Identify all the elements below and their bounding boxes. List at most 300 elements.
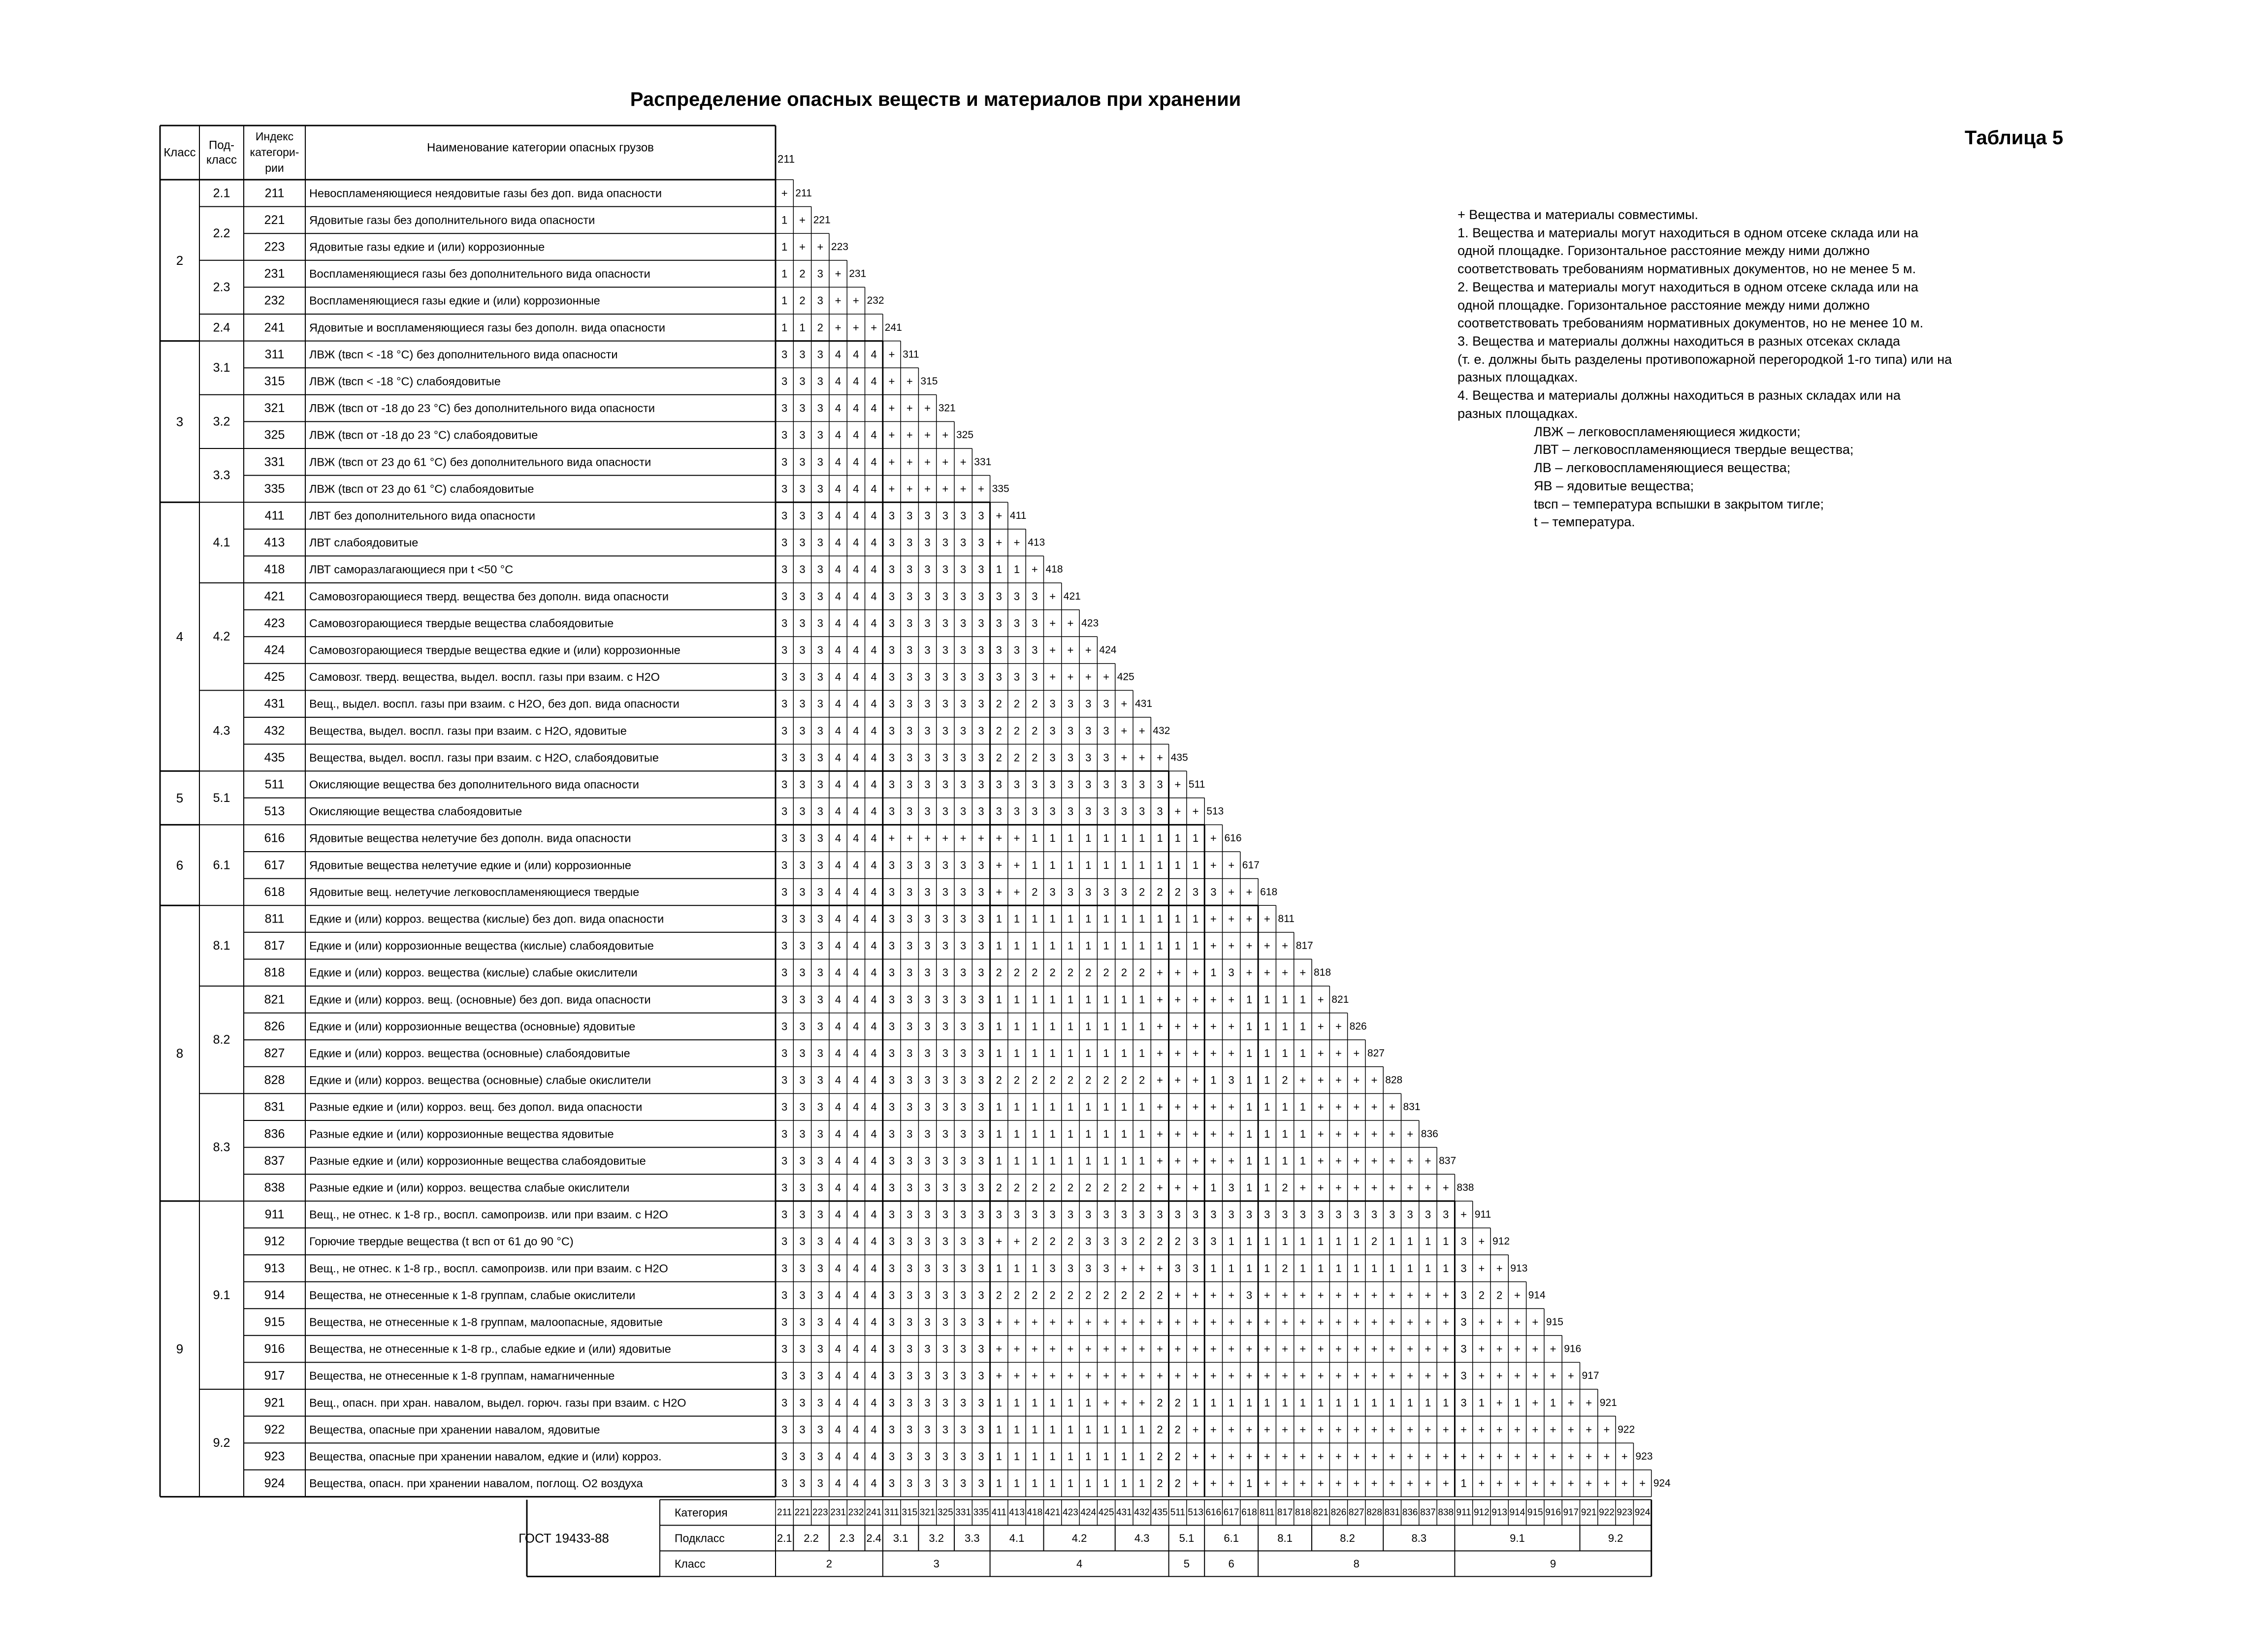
matrix-cell: 3	[924, 966, 931, 979]
matrix-cell: 3	[942, 1101, 948, 1114]
matrix-cell: 3	[978, 778, 984, 791]
matrix-cell: +	[1407, 1423, 1414, 1436]
diagonal-code: 221	[813, 214, 831, 226]
matrix-cell: 1	[1174, 859, 1181, 871]
matrix-cell: 3	[1121, 1235, 1127, 1248]
matrix-cell: 1	[996, 1101, 1002, 1114]
matrix-cell: 3	[817, 1262, 823, 1275]
matrix-cell: 1	[1264, 1127, 1270, 1140]
matrix-cell: +	[1532, 1423, 1539, 1436]
matrix-cell: +	[1353, 1074, 1360, 1086]
diagonal-code: 817	[1296, 940, 1313, 952]
matrix-cell: +	[1478, 1370, 1485, 1382]
matrix-cell: +	[1586, 1477, 1592, 1490]
row-name: Разные едкие и (или) коррозионные вещества ядовитые	[309, 1127, 614, 1141]
matrix-cell: 4	[871, 1396, 877, 1409]
matrix-cell: 2	[1013, 1289, 1020, 1302]
class-label: 3	[176, 414, 184, 429]
matrix-cell: 3	[907, 886, 913, 898]
matrix-cell: 1	[1085, 1101, 1092, 1114]
matrix-cell: +	[1157, 1342, 1163, 1355]
matrix-cell: 3	[942, 1477, 948, 1490]
matrix-cell: +	[1389, 1154, 1395, 1167]
matrix-cell: +	[1049, 617, 1056, 630]
matrix-cell: 3	[799, 1181, 806, 1194]
matrix-cell: 3	[924, 805, 931, 818]
matrix-cell: 4	[853, 1396, 859, 1409]
matrix-cell: 3	[1013, 778, 1020, 791]
matrix-cell: +	[1317, 1477, 1324, 1490]
matrix-cell: 3	[817, 1450, 823, 1463]
matrix-cell: 3	[1246, 1289, 1253, 1302]
matrix-cell: 1	[1550, 1396, 1556, 1409]
matrix-cell: +	[1335, 1074, 1342, 1086]
matrix-cell: 4	[835, 536, 842, 549]
header-subclass: Под-	[208, 138, 235, 152]
row-name: Горючие твердые вещества (t всп от 61 до 90 °С)	[309, 1235, 574, 1248]
matrix-cell: 3	[817, 294, 823, 307]
matrix-cell: 3	[960, 1020, 967, 1033]
matrix-cell: 3	[888, 1423, 895, 1436]
matrix-cell: +	[1299, 1316, 1306, 1328]
matrix-cell: 1	[1121, 832, 1127, 845]
matrix-cell: 2	[1139, 966, 1145, 979]
matrix-cell: 3	[888, 1396, 895, 1409]
matrix-cell: +	[1299, 966, 1306, 979]
matrix-cell: 1	[1210, 1262, 1217, 1275]
matrix-cell: 2	[1174, 1477, 1181, 1490]
matrix-cell: 4	[853, 590, 859, 603]
matrix-cell: 4	[871, 375, 877, 387]
matrix-cell: 3	[907, 1208, 913, 1221]
matrix-cell: +	[817, 241, 824, 253]
footer-category: 511	[1170, 1507, 1185, 1518]
matrix-cell: 1	[996, 1154, 1002, 1167]
matrix-cell: +	[996, 536, 1003, 549]
matrix-cell: 3	[781, 1020, 788, 1033]
matrix-cell: 2	[1067, 1074, 1074, 1086]
matrix-cell: 1	[1425, 1262, 1431, 1275]
matrix-cell: +	[1157, 1101, 1163, 1114]
subclass-label: 8.1	[213, 939, 230, 953]
matrix-cell: 1	[1121, 1101, 1127, 1114]
matrix-cell: +	[1246, 1316, 1253, 1328]
matrix-cell: +	[1192, 1423, 1199, 1436]
matrix-cell: 4	[835, 1477, 842, 1490]
matrix-cell: +	[1442, 1450, 1449, 1463]
matrix-cell: 1	[1299, 1101, 1306, 1114]
row-name: Вещества, выдел. воспл. газы при взаим. с H2O, ядовитые	[309, 724, 627, 737]
matrix-cell: 4	[835, 644, 842, 656]
diagonal-code: 914	[1528, 1289, 1546, 1301]
matrix-cell: +	[1335, 1020, 1342, 1033]
matrix-cell: 4	[871, 670, 877, 683]
matrix-cell: 3	[1192, 1235, 1199, 1248]
matrix-cell: 1	[1032, 1020, 1038, 1033]
row-index: 435	[264, 750, 285, 765]
matrix-cell: 3	[781, 1235, 788, 1248]
matrix-cell: 3	[978, 536, 984, 549]
matrix-cell: 3	[1157, 1208, 1163, 1221]
matrix-cell: 1	[1032, 993, 1038, 1006]
matrix-cell: 1	[1299, 1020, 1306, 1033]
matrix-cell: +	[996, 1342, 1003, 1355]
matrix-cell: 1	[1013, 1127, 1020, 1140]
matrix-cell: 1	[1264, 1181, 1270, 1194]
note-line: одной площадке. Горизонтальное расстояние между ними должно	[1458, 297, 1870, 313]
row-name: Самовозгорающиеся твердые вещества едкие и (или) коррозионные	[309, 643, 680, 657]
row-index: 923	[264, 1449, 285, 1464]
matrix-cell: 1	[1032, 913, 1038, 925]
note-line: t – температура.	[1534, 514, 1635, 530]
matrix-cell: +	[781, 187, 788, 199]
matrix-cell: +	[1496, 1262, 1503, 1275]
matrix-cell: +	[1121, 751, 1128, 764]
matrix-cell: 2	[1067, 1235, 1074, 1248]
row-index: 232	[264, 293, 285, 308]
matrix-cell: 3	[888, 1289, 895, 1302]
matrix-cell: +	[1317, 1101, 1324, 1114]
matrix-cell: +	[1353, 1127, 1360, 1140]
matrix-cell: 1	[1246, 1127, 1253, 1140]
diagonal-code: 315	[920, 376, 938, 387]
footer-category: 837	[1420, 1507, 1436, 1518]
matrix-cell: +	[1192, 1477, 1199, 1490]
row-name: Едкие и (или) корроз. вещества (основные) слабоядовитые	[309, 1047, 630, 1060]
footer-category: 232	[848, 1507, 864, 1518]
matrix-cell: 1	[1407, 1396, 1413, 1409]
row-index: 916	[264, 1342, 285, 1356]
matrix-cell: +	[1621, 1450, 1628, 1463]
matrix-cell: +	[1031, 1370, 1038, 1382]
matrix-cell: +	[1157, 1154, 1163, 1167]
matrix-cell: 3	[781, 429, 788, 442]
matrix-cell: 4	[853, 1074, 859, 1086]
matrix-cell: 4	[835, 698, 842, 710]
matrix-cell: 4	[871, 510, 877, 522]
matrix-cell: 3	[799, 1316, 806, 1328]
subclass-label: 3.3	[213, 468, 230, 482]
matrix-cell: +	[1478, 1477, 1485, 1490]
matrix-cell: +	[1282, 1289, 1288, 1302]
matrix-cell: +	[1157, 1074, 1163, 1086]
matrix-cell: 4	[853, 402, 859, 415]
row-index: 913	[264, 1261, 285, 1276]
matrix-cell: 3	[924, 1235, 931, 1248]
matrix-cell: 3	[942, 1423, 948, 1436]
matrix-cell: 3	[781, 913, 788, 925]
table-label: Таблица 5	[1965, 127, 2064, 149]
matrix-cell: 3	[907, 859, 913, 871]
matrix-cell: +	[978, 832, 984, 845]
matrix-cell: 1	[996, 1450, 1002, 1463]
matrix-cell: +	[906, 832, 913, 845]
matrix-cell: 3	[942, 510, 948, 522]
matrix-cell: 3	[799, 724, 806, 737]
matrix-cell: 1	[996, 993, 1002, 1006]
footer-subclass: 2.1	[777, 1532, 792, 1544]
matrix-cell: 1	[1443, 1262, 1449, 1275]
matrix-cell: 3	[978, 1370, 984, 1382]
row-name: Едкие и (или) корроз. вещества (основные) слабые окислители	[309, 1074, 651, 1087]
matrix-cell: +	[1210, 1316, 1217, 1328]
matrix-cell: 3	[907, 644, 913, 656]
matrix-cell: 4	[871, 536, 877, 549]
matrix-cell: 1	[1264, 1101, 1270, 1114]
matrix-cell: 3	[1049, 805, 1056, 818]
matrix-cell: +	[1478, 1423, 1485, 1436]
matrix-cell: 1	[1371, 1262, 1378, 1275]
matrix-cell: 3	[907, 1450, 913, 1463]
footer-category: 923	[1617, 1507, 1633, 1518]
matrix-cell: +	[1228, 1127, 1235, 1140]
matrix-cell: +	[1210, 1450, 1217, 1463]
matrix-cell: 1	[1032, 1154, 1038, 1167]
matrix-cell: 3	[799, 1020, 806, 1033]
row-name: Разные едкие и (или) коррозионные вещества слабоядовитые	[309, 1154, 646, 1167]
matrix-cell: 3	[781, 670, 788, 683]
matrix-cell: 3	[978, 644, 984, 656]
matrix-cell: 1	[1282, 1020, 1288, 1033]
matrix-cell: 4	[871, 1101, 877, 1114]
matrix-cell: 3	[978, 1342, 984, 1355]
matrix-cell: 3	[799, 859, 806, 871]
matrix-cell: 4	[853, 482, 859, 495]
diagonal-code: 821	[1331, 993, 1349, 1005]
matrix-cell: 3	[781, 1047, 788, 1059]
matrix-cell: +	[1103, 1396, 1109, 1409]
matrix-cell: 1	[1013, 1423, 1020, 1436]
row-index: 231	[264, 267, 285, 281]
matrix-cell: 1	[1013, 1020, 1020, 1033]
matrix-cell: 3	[888, 1101, 895, 1114]
matrix-cell: +	[1389, 1477, 1395, 1490]
matrix-cell: 3	[907, 1370, 913, 1382]
matrix-cell: +	[1371, 1370, 1378, 1382]
matrix-cell: 2	[1282, 1262, 1288, 1275]
matrix-cell: 3	[817, 402, 823, 415]
matrix-cell: 3	[942, 859, 948, 871]
matrix-cell: 3	[1460, 1235, 1467, 1248]
note-line: 1. Вещества и материалы могут находиться в одном отсеке склада или на	[1458, 225, 1918, 240]
matrix-cell: 3	[960, 670, 967, 683]
matrix-cell: +	[996, 1235, 1003, 1248]
matrix-cell: +	[1317, 1154, 1324, 1167]
matrix-cell: 3	[960, 1262, 967, 1275]
matrix-cell: 3	[1103, 1262, 1109, 1275]
matrix-cell: 3	[817, 1074, 823, 1086]
matrix-cell: 2	[1121, 1289, 1127, 1302]
matrix-cell: 1	[996, 563, 1002, 576]
matrix-cell: 3	[1246, 1208, 1253, 1221]
subclass-label: 6.1	[213, 858, 230, 872]
matrix-cell: 3	[781, 375, 788, 387]
matrix-cell: 1	[1103, 1047, 1109, 1059]
matrix-cell: 1	[1013, 993, 1020, 1006]
matrix-cell: +	[1567, 1370, 1574, 1382]
matrix-cell: +	[1121, 1396, 1128, 1409]
matrix-cell: 1	[1049, 1477, 1056, 1490]
matrix-cell: 3	[924, 510, 931, 522]
matrix-cell: 3	[817, 1235, 823, 1248]
matrix-cell: 4	[871, 590, 877, 603]
legend-notes	[1458, 206, 2048, 531]
matrix-cell: 3	[1174, 1262, 1181, 1275]
matrix-cell: 1	[1032, 1047, 1038, 1059]
matrix-cell: +	[1389, 1127, 1395, 1140]
matrix-cell: 3	[817, 1396, 823, 1409]
footer-subclass: 3.3	[965, 1532, 980, 1544]
matrix-cell: 3	[817, 644, 823, 656]
matrix-cell: 3	[1049, 1262, 1056, 1275]
matrix-cell: 3	[1067, 805, 1074, 818]
matrix-cell: 2	[1121, 1074, 1127, 1086]
matrix-cell: 3	[781, 751, 788, 764]
matrix-cell: 3	[1049, 886, 1056, 898]
matrix-cell: 1	[781, 294, 788, 307]
matrix-cell: 1	[1335, 1235, 1342, 1248]
matrix-cell: 4	[835, 778, 842, 791]
matrix-cell: +	[1407, 1154, 1414, 1167]
footer-subclass: 3.1	[893, 1532, 908, 1544]
matrix-cell: 3	[799, 1423, 806, 1436]
matrix-cell: 3	[942, 778, 948, 791]
matrix-cell: 2	[1157, 1289, 1163, 1302]
matrix-cell: +	[1514, 1370, 1521, 1382]
footer-category: 921	[1581, 1507, 1597, 1518]
matrix-cell: 1	[1139, 1020, 1145, 1033]
matrix-cell: 3	[1121, 886, 1127, 898]
matrix-cell: 3	[960, 1047, 967, 1059]
row-index: 241	[264, 320, 285, 335]
row-index: 321	[264, 401, 285, 415]
matrix-cell: 4	[871, 805, 877, 818]
row-name: Ядовитые вещества нелетучие едкие и (или) коррозионные	[309, 859, 631, 872]
matrix-cell: +	[1210, 1101, 1217, 1114]
footer-category: 616	[1205, 1507, 1222, 1518]
matrix-cell: +	[888, 482, 895, 495]
matrix-cell: 3	[978, 563, 984, 576]
subclass-label: 4.3	[213, 724, 230, 738]
matrix-cell: +	[1389, 1342, 1395, 1355]
matrix-cell: +	[1157, 1316, 1163, 1328]
footer-class-label: Класс	[675, 1557, 706, 1570]
matrix-cell: 1	[1067, 1127, 1074, 1140]
matrix-cell: 1	[1389, 1235, 1395, 1248]
footer-category: 811	[1260, 1507, 1275, 1518]
matrix-cell: 3	[924, 1181, 931, 1194]
matrix-cell: 4	[853, 1101, 859, 1114]
matrix-cell: +	[1603, 1423, 1610, 1436]
matrix-cell: 2	[1174, 1450, 1181, 1463]
diagonal-code: 828	[1385, 1074, 1403, 1086]
matrix-cell: 3	[799, 670, 806, 683]
matrix-cell: 3	[1192, 1262, 1199, 1275]
matrix-cell: +	[1282, 1370, 1288, 1382]
note-line: + Вещества и материалы совместимы.	[1458, 207, 1698, 222]
matrix-cell: 1	[1085, 1127, 1092, 1140]
matrix-cell: +	[1210, 1342, 1217, 1355]
diagonal-code: 421	[1063, 590, 1081, 602]
diagonal-code: 325	[956, 429, 974, 441]
footer-category: 911	[1456, 1507, 1471, 1518]
matrix-cell: +	[1210, 993, 1217, 1006]
matrix-cell: 3	[924, 724, 931, 737]
matrix-cell: 1	[1103, 1020, 1109, 1033]
matrix-cell: +	[1335, 1342, 1342, 1355]
matrix-cell: 1	[996, 1127, 1002, 1140]
matrix-cell: +	[1138, 1370, 1145, 1382]
diagonal-code: 838	[1457, 1182, 1474, 1193]
matrix-cell: 3	[1228, 1181, 1234, 1194]
row-index: 912	[264, 1234, 285, 1248]
row-index: 828	[264, 1073, 285, 1087]
matrix-cell: 1	[1049, 1127, 1056, 1140]
matrix-cell: 4	[835, 455, 842, 468]
matrix-cell: 3	[924, 644, 931, 656]
matrix-cell: +	[1138, 1396, 1145, 1409]
matrix-cell: +	[1317, 1370, 1324, 1382]
matrix-cell: 1	[1067, 1101, 1074, 1114]
matrix-cell: 1	[1121, 913, 1127, 925]
matrix-cell: 3	[978, 966, 984, 979]
matrix-cell: 3	[781, 1262, 788, 1275]
matrix-cell: 3	[817, 805, 823, 818]
footer-category: 325	[937, 1507, 953, 1518]
matrix-cell: 4	[853, 1370, 859, 1382]
matrix-cell: 1	[1049, 1154, 1056, 1167]
matrix-cell: 4	[835, 482, 842, 495]
matrix-cell: 2	[1032, 1289, 1038, 1302]
row-name: Вещества, не отнесенные к 1-8 группам, слабые окислители	[309, 1288, 636, 1302]
matrix-cell: 2	[1371, 1235, 1378, 1248]
matrix-cell: 3	[1121, 778, 1127, 791]
matrix-cell: 3	[978, 1477, 984, 1490]
matrix-cell: 1	[1032, 1262, 1038, 1275]
matrix-cell: 4	[871, 348, 877, 361]
matrix-cell: 3	[781, 1127, 788, 1140]
matrix-cell: 4	[871, 698, 877, 710]
matrix-cell: +	[1174, 993, 1181, 1006]
matrix-cell: 3	[781, 859, 788, 871]
matrix-cell: +	[1460, 1208, 1467, 1221]
matrix-cell: 3	[924, 751, 931, 764]
matrix-cell: +	[1103, 1370, 1109, 1382]
matrix-cell: 3	[1032, 617, 1038, 630]
matrix-cell: 4	[835, 375, 842, 387]
matrix-cell: 1	[1067, 1020, 1074, 1033]
matrix-cell: 4	[853, 778, 859, 791]
matrix-cell: 1	[1299, 1235, 1306, 1248]
matrix-cell: 3	[781, 805, 788, 818]
matrix-cell: 3	[799, 1262, 806, 1275]
matrix-cell: 1	[1067, 1154, 1074, 1167]
matrix-cell: 3	[799, 1127, 806, 1140]
footer-subclass: 2.4	[866, 1532, 881, 1544]
footer-subclass: 5.1	[1179, 1532, 1195, 1544]
matrix-cell: 1	[1085, 1154, 1092, 1167]
matrix-cell: 4	[853, 1262, 859, 1275]
matrix-cell: +	[1210, 859, 1217, 871]
matrix-cell: 2	[1085, 966, 1092, 979]
matrix-cell: 3	[781, 1370, 788, 1382]
matrix-cell: 3	[799, 939, 806, 952]
matrix-cell: 3	[799, 563, 806, 576]
diagonal-code: 836	[1421, 1128, 1438, 1140]
matrix-cell: +	[1192, 966, 1199, 979]
matrix-cell: 3	[960, 1289, 967, 1302]
matrix-cell: 1	[1103, 1101, 1109, 1114]
